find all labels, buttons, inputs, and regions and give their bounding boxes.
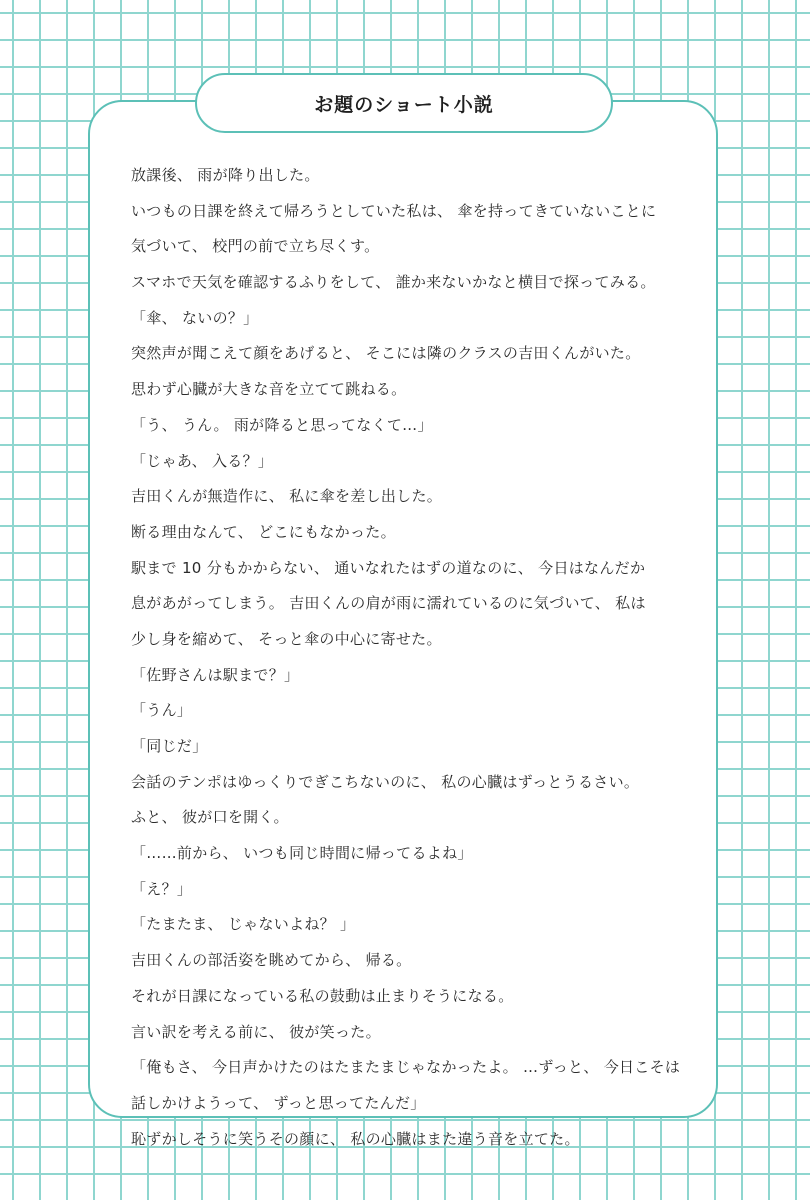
story-line: 少し身を縮めて、 そっと傘の中心に寄せた。 (131, 629, 442, 648)
page-title: お題のショート小説 (314, 93, 494, 116)
story-line: 「たまたま、 じゃないよね？ 」 (131, 915, 356, 934)
story-line: スマホで天気を確認するふりをして、 誰か来ないかなと横目で探ってみる。 (131, 273, 656, 292)
story-line: 恥ずかしそうに笑うその顔に、 私の心臓はまた違う音を立てた。 (131, 1129, 580, 1148)
title-tab (195, 73, 613, 133)
story-line: 「う、 うん。 雨が降ると思ってなくて…」 (131, 415, 433, 434)
story-line: 息があがってしまう。 吉田くんの肩が雨に濡れているのに気づいて、 私は (131, 594, 646, 613)
story-line: 突然声が聞こえて顔をあげると、 そこには隣のクラスの吉田くんがいた。 (131, 344, 641, 363)
story-line: 断る理由なんて、 どこにもなかった。 (131, 522, 396, 541)
story-line: 言い訳を考える前に、 彼が笑った。 (131, 1022, 381, 1041)
story-line: 会話のテンポはゆっくりでぎこちないのに、 私の心臓はずっとうるさい。 (131, 772, 640, 791)
story-line: 駅まで 10 分もかからない、 通いなれたはずの道なのに、 今日はなんだか (131, 558, 646, 577)
story-line: ふと、 彼が口を開く。 (131, 808, 289, 827)
story-line: 話しかけようって、 ずっと思ってたんだ」 (131, 1093, 426, 1112)
story-line: 「じゃあ、 入る？」 (131, 451, 274, 470)
story-line: 「佐野さんは駅まで？」 (131, 665, 300, 684)
story-text (131, 158, 696, 1157)
story-line: 「え？」 (131, 879, 193, 898)
story-line: それが日課になっている私の鼓動は止まりそうになる。 (131, 986, 514, 1005)
story-line: 「うん」 (131, 701, 193, 720)
story-line: 吉田くんの部活姿を眺めてから、 帰る。 (131, 951, 412, 970)
story-line: 気づいて、 校門の前で立ち尽くす。 (131, 237, 380, 256)
story-line: 「傘、 ないの？」 (131, 308, 259, 327)
story-line: 「同じだ」 (131, 737, 208, 755)
story-line: いつもの日課を終えて帰ろうとしていた私は、 傘を持ってきていないことに (131, 201, 657, 220)
story-line: 思わず心臓が大きな音を立てて跳ねる。 (131, 380, 407, 399)
story-line: 「俺もさ、 今日声かけたのはたまたまじゃなかったよ。 …ずっと、 今日こそは (131, 1058, 681, 1077)
story-line: 吉田くんが無造作に、 私に傘を差し出した。 (131, 487, 443, 506)
story-line: 「……前から、 いつも同じ時間に帰ってるよね」 (131, 844, 473, 863)
story-line: 放課後、 雨が降り出した。 (131, 166, 320, 184)
